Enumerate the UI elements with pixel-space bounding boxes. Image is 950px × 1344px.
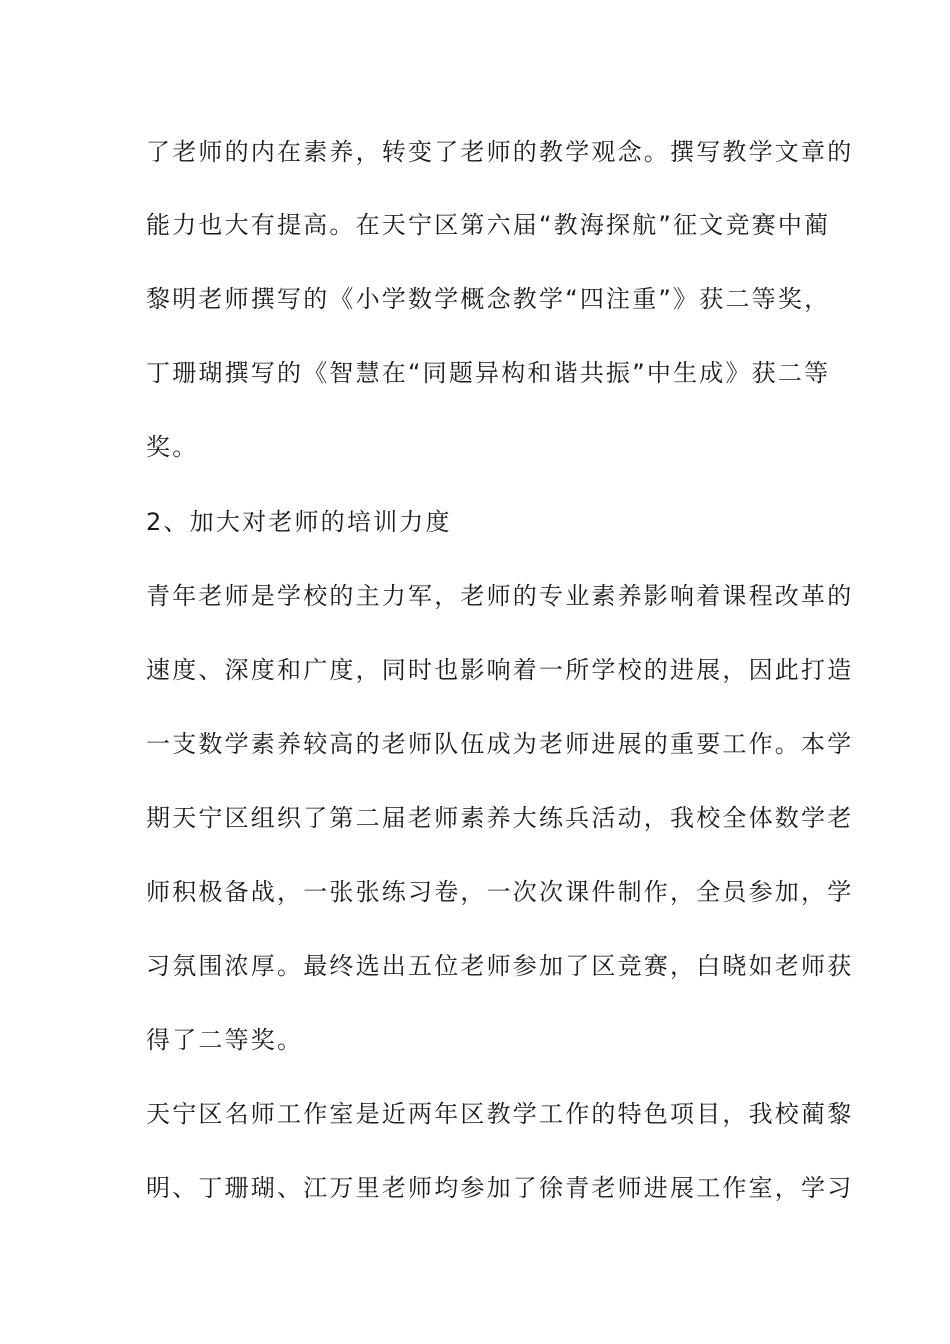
paragraph-line: 一支数学素养较高的老师队伍成为老师进展的重要工作。本学 (146, 730, 854, 758)
paragraph-line: 速度、深度和广度，同时也影响着一所学校的进展，因此打造 (146, 656, 854, 684)
paragraph-line: 能力也大有提高。在天宁区第六届“教海探航”征文竞赛中蔺 (146, 211, 831, 239)
section-heading: 2、加大对老师的培训力度 (146, 508, 452, 536)
paragraph-line: 明、丁珊瑚、江万里老师均参加了徐青老师进展工作室，学习 (146, 1174, 854, 1202)
paragraph-line: 得了二等奖。 (146, 1026, 304, 1054)
paragraph-line: 丁珊瑚撰写的《智慧在“同题异构和谐共振”中生成》获二等 (146, 359, 831, 387)
paragraph-line: 期天宁区组织了第二届老师素养大练兵活动，我校全体数学老 (146, 804, 854, 832)
paragraph-line: 天宁区名师工作室是近两年区教学工作的特色项目，我校蔺黎 (146, 1100, 854, 1128)
paragraph-line: 习氛围浓厚。最终选出五位老师参加了区竞赛，白晓如老师获 (146, 952, 854, 980)
paragraph-line: 了老师的内在素养，转变了老师的教学观念。撰写教学文章的 (146, 138, 854, 166)
paragraph-line: 黎明老师撰写的《小学数学概念教学“四注重”》获二等奖， (146, 285, 831, 313)
paragraph-line: 青年老师是学校的主力军，老师的专业素养影响着课程改革的 (146, 582, 854, 610)
paragraph-line: 师积极备战，一张张练习卷，一次次课件制作，全员参加，学 (146, 878, 854, 906)
paragraph-line: 奖。 (146, 433, 199, 461)
